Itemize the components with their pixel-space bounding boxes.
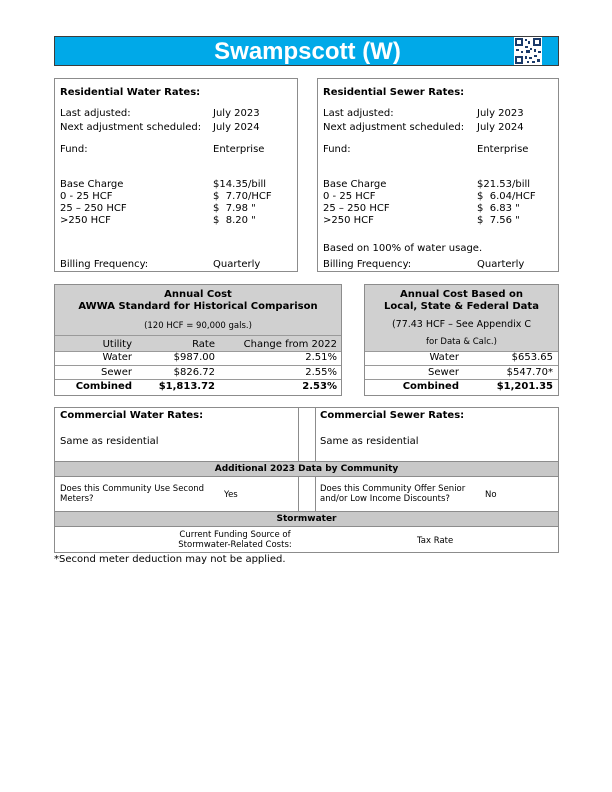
awwa-title-line2: AWWA Standard for Historical Comparison bbox=[78, 301, 318, 312]
water-next: July 2024 bbox=[213, 122, 260, 133]
residential-sewer-panel bbox=[317, 78, 559, 272]
sewer-last-adjusted-label: Last adjusted: bbox=[323, 108, 394, 119]
awwa-col-change: Change from 2022 bbox=[243, 339, 337, 350]
residential-water-panel bbox=[54, 78, 298, 272]
footnote: *Second meter deduction may not be applied. bbox=[54, 554, 286, 565]
water-heading: Residential Water Rates: bbox=[60, 87, 201, 98]
awwa-col-utility: Utility bbox=[102, 339, 132, 350]
title-bar bbox=[54, 36, 559, 66]
table-row-rate: $987.00 bbox=[173, 352, 215, 363]
sewer-billing: Quarterly bbox=[477, 259, 525, 270]
water-rate-label: Base Charge bbox=[60, 179, 124, 190]
sewer-rate-label: 0 - 25 HCF bbox=[323, 191, 376, 202]
water-rate-label: 0 - 25 HCF bbox=[60, 191, 113, 202]
table-row-utility: Water bbox=[102, 352, 132, 363]
awwa-annual-cost-panel bbox=[54, 284, 342, 396]
discounts-question: Does this Community Offer Senior and/or Low Income Discounts? bbox=[320, 484, 466, 504]
local-subtitle-line1: (77.43 HCF – See Appendix C bbox=[391, 319, 532, 330]
awwa-subtitle: (120 HCF = 90,000 gals.) bbox=[144, 321, 252, 331]
stormwater-funding-value: Tax Rate bbox=[417, 536, 454, 546]
water-rate-label: >250 HCF bbox=[60, 215, 111, 226]
commercial-water-text: Same as residential bbox=[60, 436, 159, 447]
sewer-rate-value: $ 7.56 " bbox=[477, 215, 520, 226]
water-fund-label: Fund: bbox=[60, 144, 88, 155]
table-row-change: 2.51% bbox=[305, 352, 337, 363]
sewer-rate-label: >250 HCF bbox=[323, 215, 374, 226]
water-rate-value: $ 8.20 " bbox=[213, 215, 256, 226]
water-last-adjusted-label: Last adjusted: bbox=[60, 108, 131, 119]
sewer-last-adjusted: July 2023 bbox=[477, 108, 524, 119]
water-billing-label: Billing Frequency: bbox=[60, 259, 149, 270]
sewer-rate-value: $21.53/bill bbox=[477, 179, 531, 190]
table-row-change: 2.55% bbox=[305, 367, 337, 378]
local-annual-cost-panel bbox=[364, 284, 559, 396]
table-row-utility: Sewer bbox=[428, 367, 459, 378]
sewer-rate-label: Base Charge bbox=[323, 179, 387, 190]
stormwater-funding-label: Current Funding Source of Stormwater-Related Costs: bbox=[178, 530, 292, 550]
sewer-billing-label: Billing Frequency: bbox=[323, 259, 412, 270]
commercial-block bbox=[54, 407, 559, 553]
stormwater-header: Stormwater bbox=[54, 511, 559, 527]
awwa-title-line1: Annual Cost bbox=[164, 289, 232, 300]
water-billing: Quarterly bbox=[213, 259, 261, 270]
table-row-utility: Combined bbox=[402, 381, 459, 392]
second-meters-answer: Yes bbox=[224, 490, 238, 500]
table-row-rate: $1,201.35 bbox=[496, 381, 553, 392]
table-row-utility: Water bbox=[429, 352, 459, 363]
table-row-rate: $547.70* bbox=[506, 367, 553, 378]
table-row-utility: Combined bbox=[75, 381, 132, 392]
sewer-next: July 2024 bbox=[477, 122, 524, 133]
table-row-rate: $1,813.72 bbox=[158, 381, 215, 392]
sewer-rate-value: $ 6.83 " bbox=[477, 203, 520, 214]
local-subtitle-line2: for Data & Calc.) bbox=[426, 337, 497, 347]
table-row-rate: $826.72 bbox=[173, 367, 215, 378]
water-rate-label: 25 – 250 HCF bbox=[60, 203, 127, 214]
table-row-utility: Sewer bbox=[101, 367, 132, 378]
commercial-water-heading: Commercial Water Rates: bbox=[60, 410, 204, 421]
water-last-adjusted: July 2023 bbox=[213, 108, 260, 119]
discounts-answer: No bbox=[485, 490, 497, 500]
sewer-rate-value: $ 6.04/HCF bbox=[477, 191, 536, 202]
local-title-line1: Annual Cost Based on bbox=[400, 289, 523, 300]
second-meters-question: Does this Community Use Second Meters? bbox=[60, 484, 205, 504]
additional-data-header: Additional 2023 Data by Community bbox=[54, 461, 559, 477]
local-title-line2: Local, State & Federal Data bbox=[384, 301, 539, 312]
water-rate-value: $14.35/bill bbox=[213, 179, 267, 190]
water-rate-value: $ 7.70/HCF bbox=[213, 191, 272, 202]
sewer-fund-label: Fund: bbox=[323, 144, 351, 155]
sewer-usage-note: Based on 100% of water usage. bbox=[323, 243, 483, 254]
qr-code-icon bbox=[514, 37, 542, 65]
table-row-change: 2.53% bbox=[302, 381, 337, 392]
awwa-col-rate: Rate bbox=[192, 339, 215, 350]
sewer-next-label: Next adjustment scheduled: bbox=[323, 122, 465, 133]
sewer-fund: Enterprise bbox=[477, 144, 529, 155]
water-fund: Enterprise bbox=[213, 144, 265, 155]
commercial-sewer-text: Same as residential bbox=[320, 436, 419, 447]
table-row-rate: $653.65 bbox=[511, 352, 553, 363]
page-title: Swampscott (W) bbox=[214, 38, 401, 65]
commercial-sewer-heading: Commercial Sewer Rates: bbox=[320, 410, 465, 421]
sewer-rate-label: 25 – 250 HCF bbox=[323, 203, 390, 214]
water-rate-value: $ 7.98 " bbox=[213, 203, 256, 214]
sewer-heading: Residential Sewer Rates: bbox=[323, 87, 465, 98]
water-next-label: Next adjustment scheduled: bbox=[60, 122, 202, 133]
